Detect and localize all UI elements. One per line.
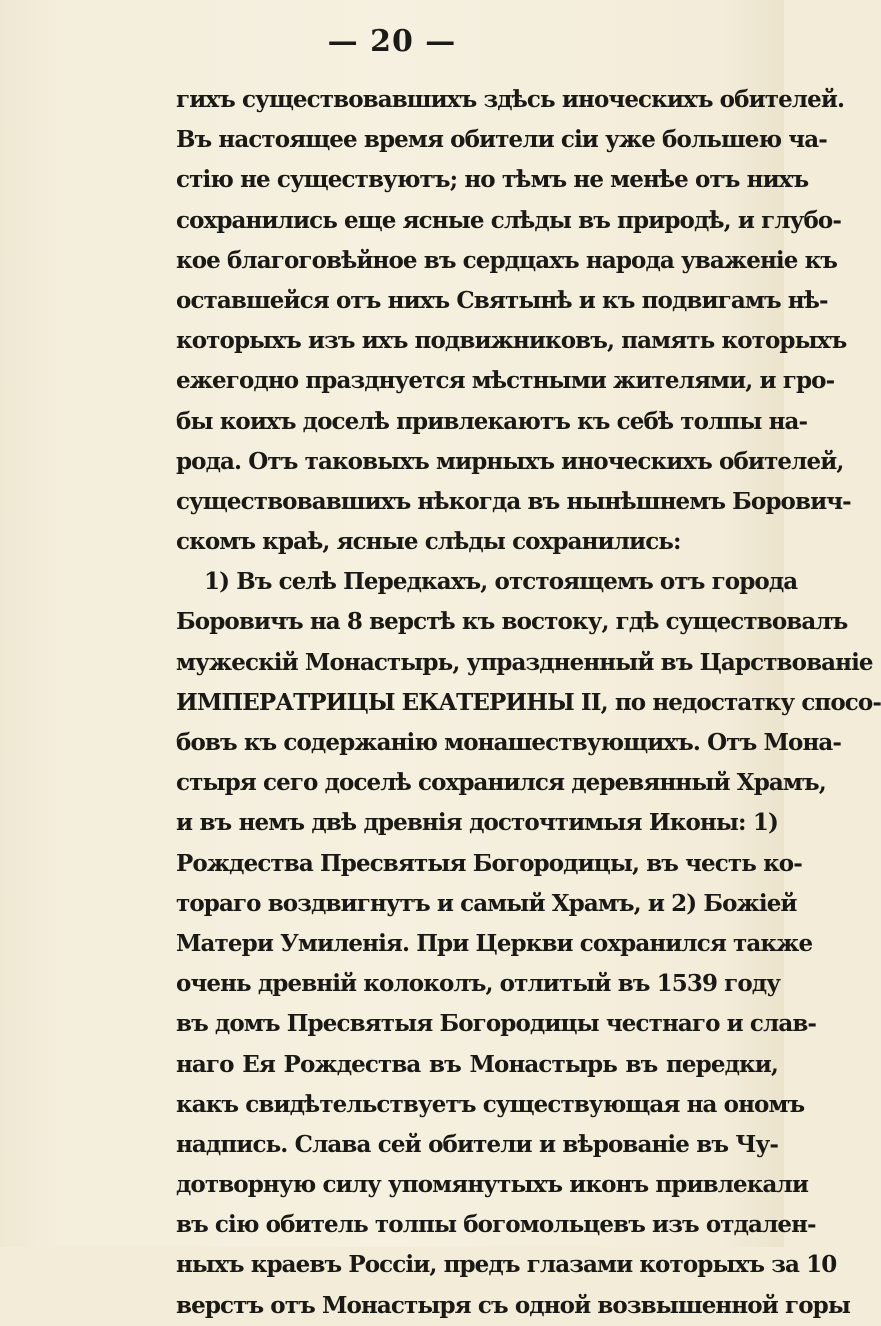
text-line: тораго воздвигнутъ и самый Храмъ, и 2) Божіей [176,889,797,917]
text-line: Въ настоящее время обители сіи уже большею ча- [176,126,827,154]
body-text [176,80,881,1326]
text-line: наго Ея Рождества въ Монастырь въ передки, [176,1050,778,1078]
text-line: Рождества Пресвятыя Богородицы, въ честь ко- [176,849,802,877]
text-line: верстъ отъ Монастыря съ одной возвышенной горы [176,1291,850,1319]
text-line: дотворную силу упомянутыхъ иконъ привлекали [176,1171,808,1199]
text-line: 1) Въ селѣ Передкахъ, отстоящемъ отъ города [204,568,798,596]
text-line: кое благоговѣйное въ сердцахъ народа уваженіе къ [176,246,838,274]
text-line: ежегодно празднуется мѣстными жителями, и гро- [176,367,835,395]
text-line: ИМПЕРАТРИЦЫ ЕКАТЕРИНЫ II, по недостатку спосо- [176,688,881,716]
text-line: скомъ краѣ, ясные слѣды сохранились: [176,528,681,556]
text-line: бовъ къ содержанію монашествующихъ. Отъ Мона- [176,729,842,756]
text-line: стію не существуютъ; но тѣмъ не менѣе отъ нихъ [176,166,809,194]
text-line: которыхъ изъ ихъ подвижниковъ, память которыхъ [176,327,847,355]
text-line: очень древній колоколъ, отлитый въ 1539 году [176,970,781,998]
text-line: бы коихъ доселѣ привлекаютъ къ себѣ толпы на- [176,407,808,435]
text-line: какъ свидѣтельствуетъ существующая на ономъ [176,1090,805,1118]
text-line: въ сію обитель толпы богомольцевъ изъ отдален- [176,1211,816,1239]
text-line: сохранились еще ясные слѣды въ природѣ, и глубо- [176,206,841,234]
text-line: ныхъ краевъ Россіи, предъ глазами которыхъ за 10 [176,1251,837,1279]
text-line: въ домъ Пресвятыя Богородицы честнаго и слав- [176,1010,817,1038]
text-line: гихъ существовавшихъ здѣсь иноческихъ обителей. [176,86,845,113]
text-line: мужескій Монастырь, упраздненный въ Царствованіе [176,648,873,676]
text-line: рода. Отъ таковыхъ мирныхъ иноческихъ обителей, [176,447,844,475]
text-line: Матери Умиленія. При Церкви сохранился также [176,929,813,957]
text-line: существовавшихъ нѣкогда въ нынѣшнемъ Борович- [176,487,851,515]
text-line: Боровичъ на 8 верстѣ къ востоку, гдѣ существовалъ [176,608,848,636]
page-number: — 20 — [327,24,457,59]
text-line: надпись. Слава сей обители и вѣрованіе въ Чу- [176,1130,778,1158]
text-line: и въ немъ двѣ древнія досточтимыя Иконы: 1) [176,809,778,837]
text-line: оставшейся отъ нихъ Святынѣ и къ подвигамъ нѣ- [176,286,828,314]
text-line: стыря сего доселѣ сохранился деревянный Храмъ, [176,769,826,797]
